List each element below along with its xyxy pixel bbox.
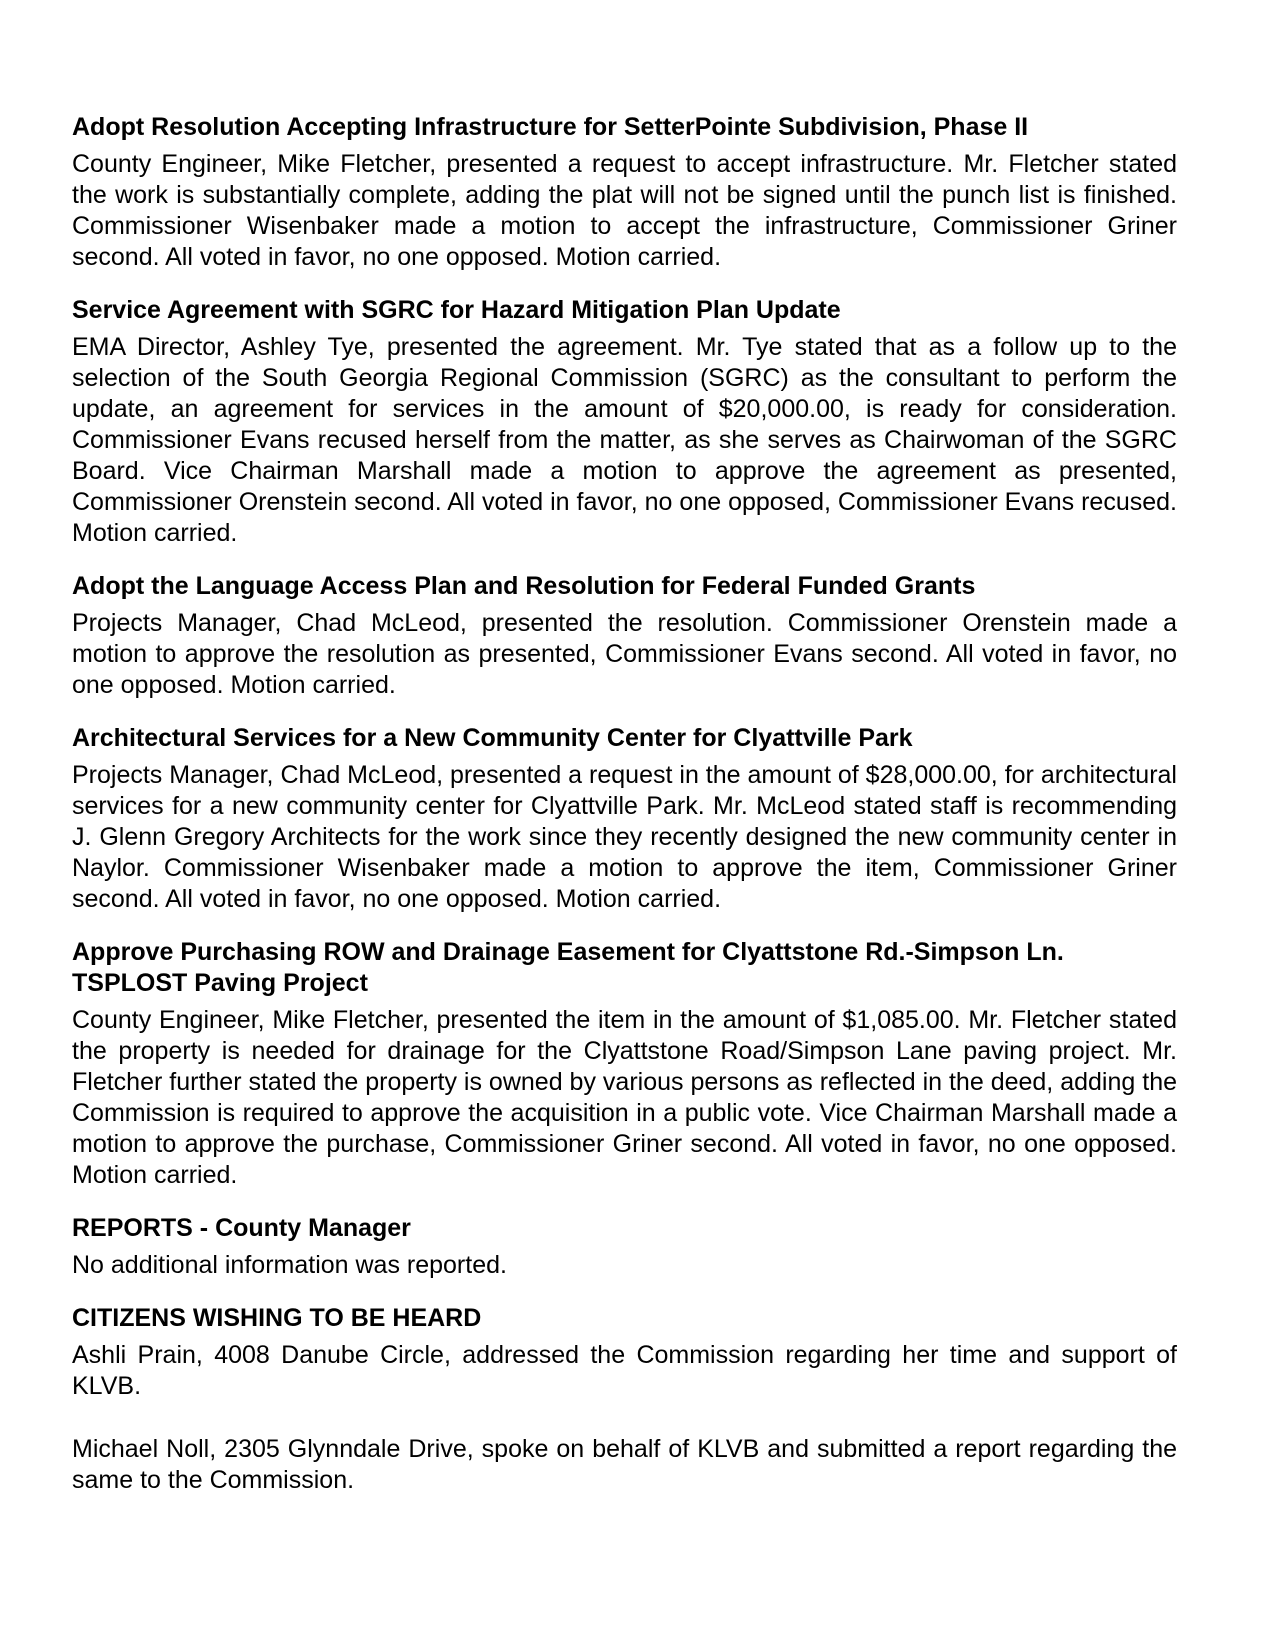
section-heading: CITIZENS WISHING TO BE HEARD	[72, 1304, 482, 1332]
section-paragraph: EMA Director, Ashley Tye, presented the agreement. Mr. Tye stated that as a follow up to the selection of the South Georgia Regional Commission (SGRC) as the consultant to perform the update, an agreement for services in the amount of $20,000.00, is ready for consideration. Commissioner Evans recused herself from the matter, as she serves as Chairwoman of the SGRC Board. Vice Chairman Marshall made a motion to approve the agreement as presented, Commissioner Orenstein second. All voted in favor, no one opposed, Commissioner Evans recused. Motion carried.	[72, 333, 1177, 547]
section-row-drainage-easement	[72, 937, 1177, 1191]
section-paragraph: Ashli Prain, 4008 Danube Circle, addressed the Commission regarding her time and support of KLVB.	[72, 1341, 1177, 1400]
section-language-access-plan	[72, 571, 1177, 701]
section-reports-county-manager	[72, 1213, 1177, 1281]
section-heading: Architectural Services for a New Community Center for Clyattville Park	[72, 724, 913, 752]
section-heading: Adopt Resolution Accepting Infrastructure for SetterPointe Subdivision, Phase II	[72, 113, 1029, 141]
section-heading: Adopt the Language Access Plan and Resolution for Federal Funded Grants	[72, 572, 976, 600]
section-paragraph: Projects Manager, Chad McLeod, presented the resolution. Commissioner Orenstein made a motion to approve the resolution as presented, Commissioner Evans second. All voted in favor, no one opposed. Motion carried.	[72, 609, 1177, 699]
section-heading: REPORTS - County Manager	[72, 1214, 411, 1242]
section-paragraph: No additional information was reported.	[72, 1251, 507, 1279]
section-sgrc-service-agreement	[72, 295, 1177, 549]
section-paragraph: County Engineer, Mike Fletcher, presented a request to accept infrastructure. Mr. Fletcher stated the work is substantially complete, adding the plat will not be signed until the punch list is finished. Commissioner Wisenbaker made a motion to accept the infrastructure, Commissioner Griner second. All voted in favor, no one opposed. Motion carried.	[72, 150, 1177, 271]
section-heading: Approve Purchasing ROW and Drainage Easement for Clyattstone Rd.-Simpson Ln. TSPLOST Paving Project	[72, 938, 1064, 997]
section-paragraph: Projects Manager, Chad McLeod, presented a request in the amount of $28,000.00, for architectural services for a new community center for Clyattville Park. Mr. McLeod stated staff is recommending J. Glenn Gregory Architects for the work since they recently designed the new community center in Naylor. Commissioner Wisenbaker made a motion to approve the item, Commissioner Griner second. All voted in favor, no one opposed. Motion carried.	[72, 761, 1177, 913]
section-setterpointe-infrastructure	[72, 112, 1177, 273]
section-citizens-wishing-to-be-heard	[72, 1303, 1177, 1496]
section-clyattville-architectural-services	[72, 723, 1177, 915]
section-paragraph: Michael Noll, 2305 Glynndale Drive, spoke on behalf of KLVB and submitted a report regarding the same to the Commission.	[72, 1435, 1177, 1494]
section-heading: Service Agreement with SGRC for Hazard Mitigation Plan Update	[72, 296, 841, 324]
section-paragraph: County Engineer, Mike Fletcher, presented the item in the amount of $1,085.00. Mr. Fletcher stated the property is needed for drainage for the Clyattstone Road/Simpson Lane paving project. Mr. Fletcher further stated the property is owned by various persons as reflected in the deed, adding the Commission is required to approve the acquisition in a public vote. Vice Chairman Marshall made a motion to approve the purchase, Commissioner Griner second. All voted in favor, no one opposed. Motion carried.	[72, 1006, 1177, 1189]
